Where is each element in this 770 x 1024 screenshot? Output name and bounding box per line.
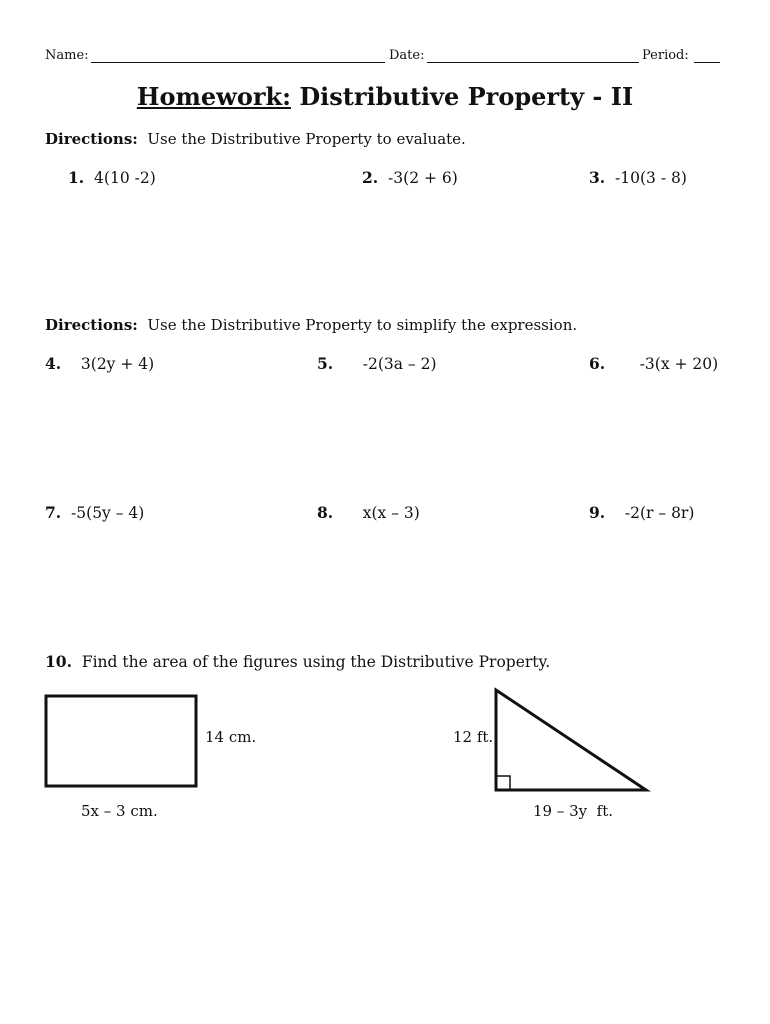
problem-number: 10. (45, 652, 72, 671)
directions-evaluate (45, 130, 466, 148)
problem-expression: -10(3 - 8) (615, 169, 687, 187)
triangle-figure (492, 686, 652, 796)
problem-10 (45, 652, 550, 671)
rectangle-height-label: 14 cm. (205, 728, 257, 746)
problem-number: 8. (317, 503, 334, 522)
directions-text: Use the Distributive Property to simplify the expression. (147, 316, 578, 334)
problem-9 (589, 503, 694, 522)
problem-5 (317, 354, 437, 373)
name-field[interactable] (91, 62, 385, 63)
problem-7 (45, 503, 144, 522)
problem-number: 1. (68, 168, 85, 187)
directions-text: Use the Distributive Property to evaluate. (147, 130, 466, 148)
problem-expression: 3(2y + 4) (80, 355, 155, 373)
problem-text: Find the area of the figures using the Distributive Property. (81, 653, 551, 671)
period-label: Period: (642, 48, 689, 63)
problem-expression: -3(2 + 6) (388, 169, 458, 187)
rectangle-shape (46, 696, 196, 786)
problem-number: 2. (362, 168, 379, 187)
period-field[interactable] (694, 62, 720, 63)
problem-1 (68, 168, 156, 187)
right-angle-marker (496, 776, 510, 790)
date-label: Date: (389, 48, 425, 63)
problem-2 (362, 168, 458, 187)
problem-number: 4. (45, 354, 62, 373)
problem-expression: x(x – 3) (362, 504, 420, 522)
problem-4 (45, 354, 154, 373)
page-title (0, 82, 770, 111)
problem-number: 7. (45, 503, 62, 522)
problem-number: 3. (589, 168, 606, 187)
title-topic: Distributive Property - II (299, 82, 634, 111)
problem-6 (589, 354, 718, 373)
problem-number: 9. (589, 503, 606, 522)
directions-simplify (45, 316, 577, 334)
problem-expression: -2(r – 8r) (624, 504, 695, 522)
problem-expression: -2(3a – 2) (362, 355, 437, 373)
triangle-height-label: 12 ft. (453, 728, 494, 746)
directions-label: Directions: (45, 130, 138, 148)
problem-expression: -3(x + 20) (639, 355, 719, 373)
triangle-shape (496, 690, 646, 790)
title-homework: Homework: (136, 82, 291, 111)
problem-number: 5. (317, 354, 334, 373)
triangle-base-label: 19 – 3y ft. (533, 802, 614, 820)
directions-label: Directions: (45, 316, 138, 334)
rectangle-width-label: 5x – 3 cm. (81, 802, 158, 820)
problem-3 (589, 168, 687, 187)
name-label: Name: (45, 48, 89, 63)
rectangle-figure (44, 694, 200, 790)
problem-expression: -5(5y – 4) (71, 504, 145, 522)
problem-8 (317, 503, 420, 522)
problem-number: 6. (589, 354, 606, 373)
date-field[interactable] (427, 62, 639, 63)
problem-expression: 4(10 -2) (94, 169, 156, 187)
